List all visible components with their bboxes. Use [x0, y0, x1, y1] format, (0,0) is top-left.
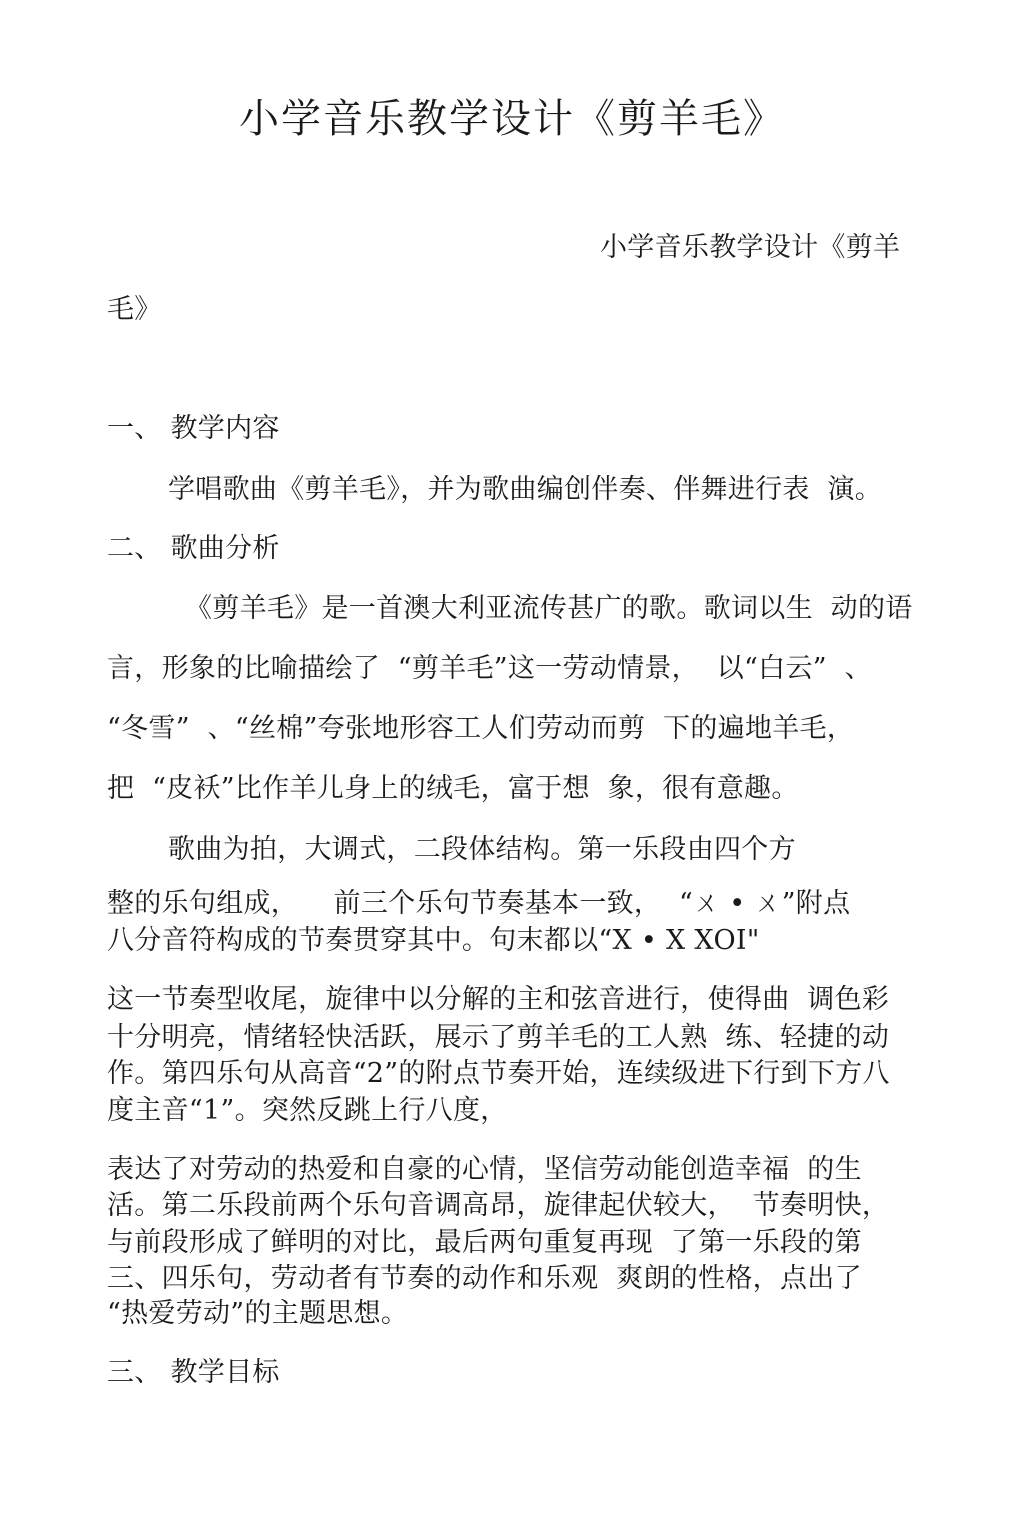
paragraph-line: 与前段形成了鲜明的对比，最后两句重复再现 了第一乐段的第	[107, 1227, 862, 1258]
paragraph-line: 歌曲为拍，大调式，二段体结构。第一乐段由四个方	[168, 834, 796, 865]
paragraph-line: 作。第四乐句从高音“2”的附点节奏开始，连续级进下行到下方八	[107, 1058, 890, 1089]
paragraph-line: 三、四乐句，劳动者有节奏的动作和乐观 爽朗的性格，点出了	[107, 1263, 862, 1294]
subtitle-line-1: 小学音乐教学设计《剪羊	[600, 232, 901, 263]
paragraph-line: “热爱劳动”的主题思想。	[107, 1298, 409, 1329]
paragraph-line: 八分音符构成的节奏贯穿其中。句末都以“X • X XOI"	[107, 925, 760, 956]
paragraph-line: 活。第二乐段前两个乐句音调高昂，旋律起伏较大， 节奏明快，	[107, 1190, 890, 1221]
paragraph-line: 这一节奏型收尾，旋律中以分解的主和弦音进行，使得曲 调色彩	[107, 984, 890, 1015]
section-heading-1: 一、 教学内容	[107, 413, 280, 444]
subtitle-line-2: 毛》	[107, 294, 162, 325]
paragraph-line: 言，形象的比喻描绘了 “剪羊毛”这一劳动情景， 以“白云” 、	[107, 653, 872, 684]
section-heading-2: 二、 歌曲分析	[107, 533, 280, 564]
paragraph-line: 十分明亮，情绪轻快活跃，展示了剪羊毛的工人熟 练、轻捷的动	[107, 1022, 890, 1053]
paragraph-line: 学唱歌曲《剪羊毛》，并为歌曲编创伴奏、伴舞进行表 演。	[168, 474, 883, 505]
paragraph-line: 《剪羊毛》是一首澳大利亚流传甚广的歌。歌词以生 动的语	[185, 593, 913, 624]
page-title: 小学音乐教学设计《剪羊毛》	[239, 96, 785, 142]
paragraph-line: 把 “皮袄”比作羊儿身上的绒毛，富于想 象，很有意趣。	[107, 773, 799, 804]
paragraph-line: 表达了对劳动的热爱和自豪的心情，坚信劳动能创造幸福 的生	[107, 1154, 862, 1185]
section-heading-3: 三、 教学目标	[107, 1357, 280, 1388]
paragraph-line: 整的乐句组成， 前三个乐句节奏基本一致， “ㄨ • ㄨ”附点	[107, 888, 851, 919]
paragraph-line: 度主音“1”。突然反跳上行八度，	[107, 1095, 508, 1126]
paragraph-line: “冬雪” 、“丝棉”夸张地形容工人们劳动而剪 下的遍地羊毛，	[107, 713, 855, 744]
